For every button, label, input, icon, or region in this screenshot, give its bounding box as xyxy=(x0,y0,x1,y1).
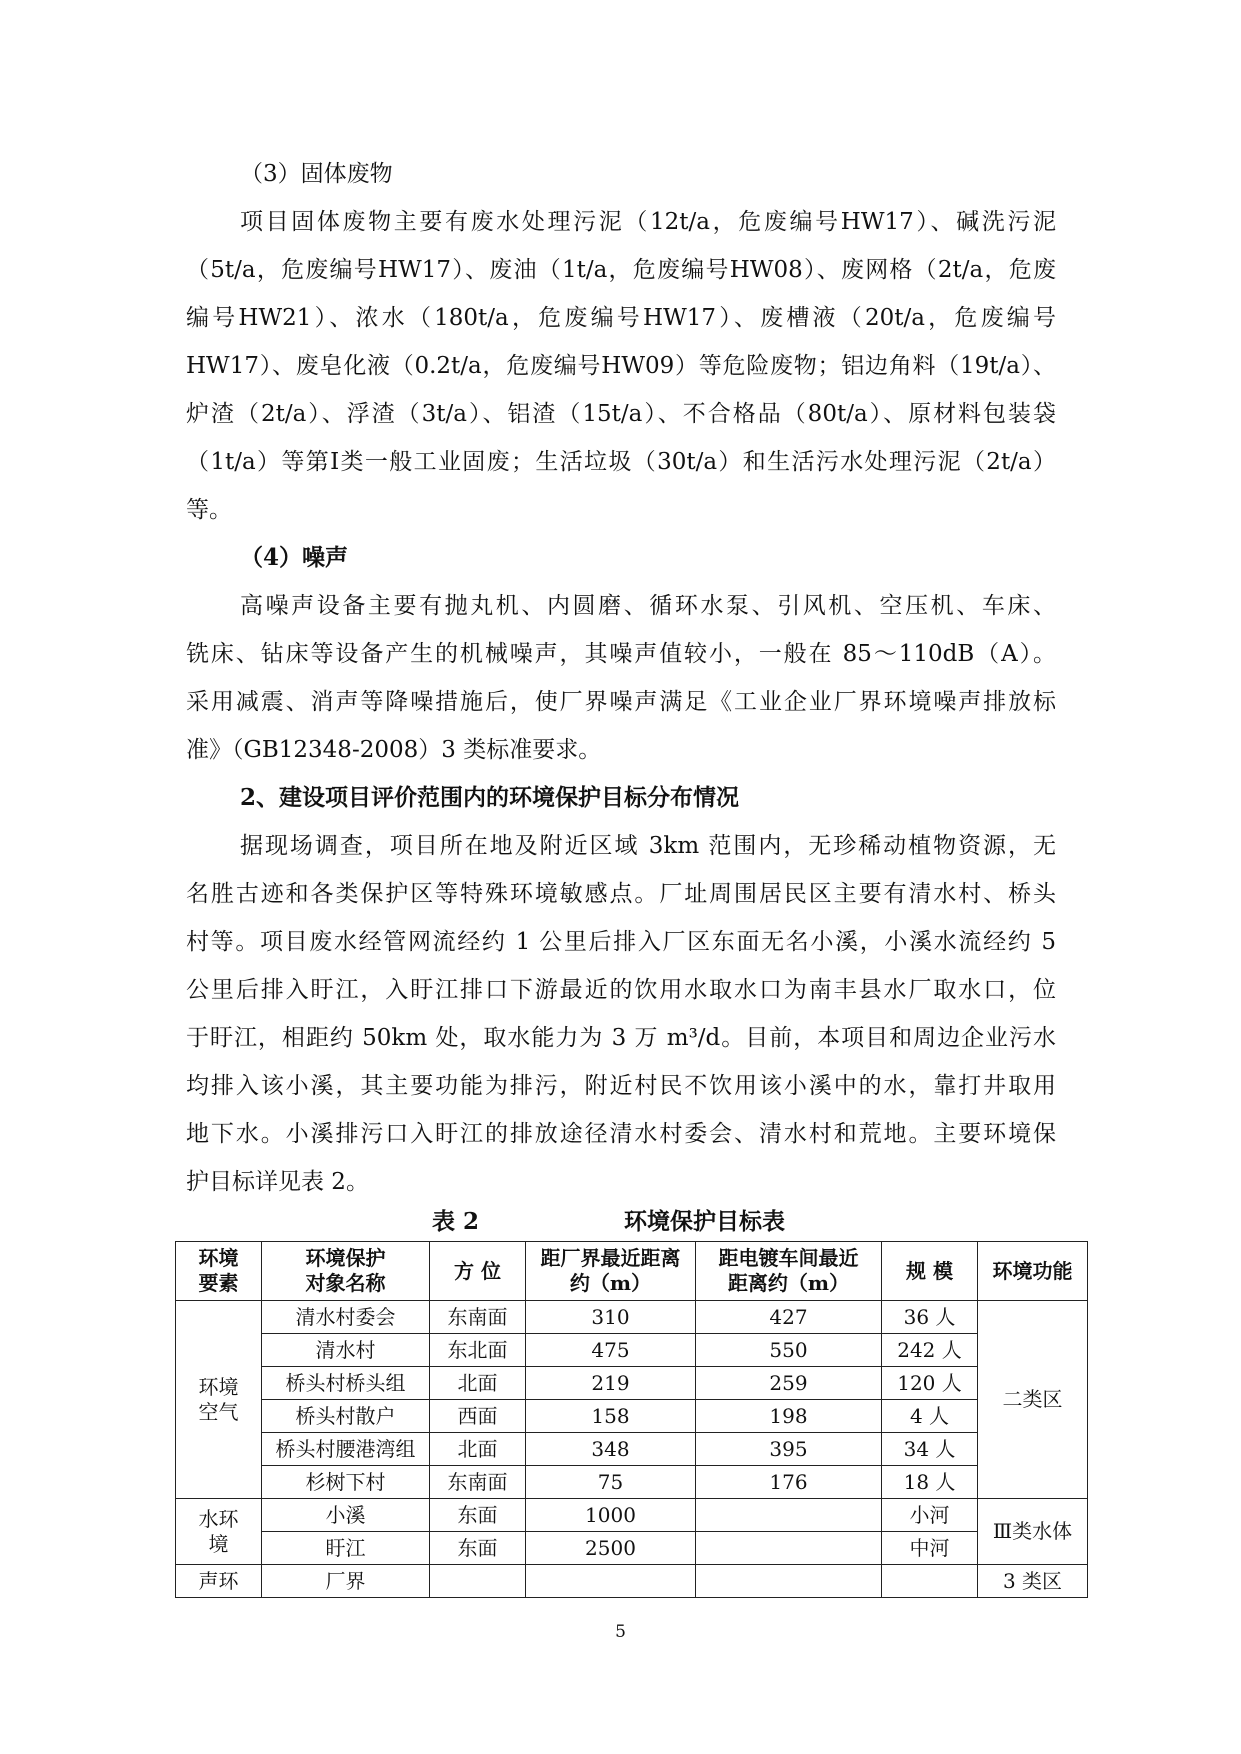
element-water-cell: 水环 境 xyxy=(176,1499,262,1565)
header-target: 环境保护 对象名称 xyxy=(262,1242,430,1301)
direction xyxy=(430,1565,526,1598)
table-caption-title: 环境保护目标表 xyxy=(624,1208,785,1235)
table-row xyxy=(176,1499,1088,1532)
target-name: 小溪 xyxy=(262,1499,430,1532)
direction: 东北面 xyxy=(430,1334,526,1367)
table-caption-number: 表 2 xyxy=(432,1208,480,1235)
table-row xyxy=(176,1301,1088,1334)
target-name: 盱江 xyxy=(262,1532,430,1565)
direction: 东面 xyxy=(430,1499,526,1532)
target-name: 杉树下村 xyxy=(262,1466,430,1499)
distance-boundary: 348 xyxy=(526,1433,696,1466)
distance-workshop: 259 xyxy=(696,1367,882,1400)
paragraph-line: 名胜古迹和各类保护区等特殊环境敏感点。厂址周围居民区主要有清水村、桥头 xyxy=(186,881,1056,907)
target-name: 厂界 xyxy=(262,1565,430,1598)
section-heading-solid-waste: （3）固体废物 xyxy=(240,161,393,187)
scale: 242 人 xyxy=(882,1334,978,1367)
header-distance-workshop: 距电镀车间最近 距离约（m） xyxy=(696,1242,882,1301)
header-function: 环境功能 xyxy=(978,1242,1088,1301)
distance-boundary: 2500 xyxy=(526,1532,696,1565)
target-name: 清水村委会 xyxy=(262,1301,430,1334)
table-row xyxy=(176,1532,1088,1565)
scale: 36 人 xyxy=(882,1301,978,1334)
distance-workshop: 198 xyxy=(696,1400,882,1433)
distance-boundary: 310 xyxy=(526,1301,696,1334)
section-heading-protection-targets: 2、建设项目评价范围内的环境保护目标分布情况 xyxy=(240,784,740,811)
table-row xyxy=(176,1334,1088,1367)
paragraph-line: 准》（GB12348-2008）3 类标准要求。 xyxy=(186,737,602,763)
header-distance-boundary: 距厂界最近距离 约（m） xyxy=(526,1242,696,1301)
scale: 120 人 xyxy=(882,1367,978,1400)
direction: 东南面 xyxy=(430,1466,526,1499)
table-row xyxy=(176,1565,1088,1598)
scale xyxy=(882,1565,978,1598)
environment-protection-table xyxy=(175,1241,1088,1598)
paragraph-line: 铣床、钻床等设备产生的机械噪声，其噪声值较小，一般在 85～110dB（A）。 xyxy=(186,641,1056,667)
paragraph-line: 高噪声设备主要有抛丸机、内圆磨、循环水泵、引风机、空压机、车床、 xyxy=(240,593,1056,619)
scale: 小河 xyxy=(882,1499,978,1532)
header-direction: 方 位 xyxy=(430,1242,526,1301)
distance-workshop: 550 xyxy=(696,1334,882,1367)
table-row xyxy=(176,1433,1088,1466)
direction: 北面 xyxy=(430,1367,526,1400)
paragraph-line: 均排入该小溪，其主要功能为排污，附近村民不饮用该小溪中的水，靠打井取用 xyxy=(186,1073,1056,1099)
paragraph-line: 炉渣（2t/a）、浮渣（3t/a）、铝渣（15t/a）、不合格品（80t/a）、原材料包装袋 xyxy=(186,401,1056,427)
paragraph-line: （1t/a）等第Ⅰ类一般工业固废；生活垃圾（30t/a）和生活污水处理污泥（2t/a） xyxy=(186,449,1056,475)
paragraph-line: （5t/a，危废编号HW17）、废油（1t/a，危废编号HW08）、废网格（2t/a，危废 xyxy=(186,257,1056,283)
paragraph-line: 护目标详见表 2。 xyxy=(186,1169,369,1195)
function-air-cell: 二类区 xyxy=(978,1301,1088,1499)
paragraph-line: 编号HW21）、浓水（180t/a，危废编号HW17）、废槽液（20t/a，危废编号 xyxy=(186,305,1056,331)
target-name: 清水村 xyxy=(262,1334,430,1367)
scale: 4 人 xyxy=(882,1400,978,1433)
direction: 西面 xyxy=(430,1400,526,1433)
paragraph-line: 公里后排入盱江，入盱江排口下游最近的饮用水取水口为南丰县水厂取水口，位 xyxy=(186,977,1056,1003)
target-name: 桥头村桥头组 xyxy=(262,1367,430,1400)
table-header-row xyxy=(176,1242,1088,1301)
header-element: 环境 要素 xyxy=(176,1242,262,1301)
paragraph-line: 项目固体废物主要有废水处理污泥（12t/a，危废编号HW17）、碱洗污泥 xyxy=(240,209,1056,235)
header-scale: 规 模 xyxy=(882,1242,978,1301)
paragraph-line: 于盱江，相距约 50km 处，取水能力为 3 万 m³/d。目前，本项目和周边企业污水 xyxy=(186,1025,1056,1051)
table-row xyxy=(176,1367,1088,1400)
table-row xyxy=(176,1466,1088,1499)
paragraph-line: 村等。项目废水经管网流经约 1 公里后排入厂区东面无名小溪，小溪水流经约 5 xyxy=(186,929,1056,955)
distance-workshop: 427 xyxy=(696,1301,882,1334)
element-noise-cell: 声环 xyxy=(176,1565,262,1598)
table-row xyxy=(176,1400,1088,1433)
distance-boundary: 1000 xyxy=(526,1499,696,1532)
direction: 东南面 xyxy=(430,1301,526,1334)
scale: 34 人 xyxy=(882,1433,978,1466)
function-water-cell: Ⅲ类水体 xyxy=(978,1499,1088,1565)
paragraph-line: 地下水。小溪排污口入盱江的排放途径清水村委会、清水村和荒地。主要环境保 xyxy=(186,1121,1056,1147)
direction: 东面 xyxy=(430,1532,526,1565)
distance-workshop xyxy=(696,1532,882,1565)
distance-workshop xyxy=(696,1499,882,1532)
target-name: 桥头村散户 xyxy=(262,1400,430,1433)
distance-workshop: 176 xyxy=(696,1466,882,1499)
scale: 中河 xyxy=(882,1532,978,1565)
page-number: 5 xyxy=(615,1622,626,1642)
scale: 18 人 xyxy=(882,1466,978,1499)
direction: 北面 xyxy=(430,1433,526,1466)
distance-boundary: 158 xyxy=(526,1400,696,1433)
distance-boundary xyxy=(526,1565,696,1598)
element-air-cell: 环境 空气 xyxy=(176,1301,262,1499)
distance-boundary: 75 xyxy=(526,1466,696,1499)
paragraph-line: HW17）、废皂化液（0.2t/a，危废编号HW09）等危险废物；铝边角料（19t/a）、 xyxy=(186,353,1056,379)
paragraph-line: 据现场调查，项目所在地及附近区域 3km 范围内，无珍稀动植物资源，无 xyxy=(240,833,1056,859)
distance-workshop: 395 xyxy=(696,1433,882,1466)
target-name: 桥头村腰港湾组 xyxy=(262,1433,430,1466)
paragraph-line: 采用减震、消声等降噪措施后，使厂界噪声满足《工业企业厂界环境噪声排放标 xyxy=(186,689,1056,715)
function-noise-cell: 3 类区 xyxy=(978,1565,1088,1598)
paragraph-line: 等。 xyxy=(186,497,232,523)
distance-boundary: 219 xyxy=(526,1367,696,1400)
distance-boundary: 475 xyxy=(526,1334,696,1367)
distance-workshop xyxy=(696,1565,882,1598)
section-heading-noise: （4）噪声 xyxy=(240,544,349,571)
